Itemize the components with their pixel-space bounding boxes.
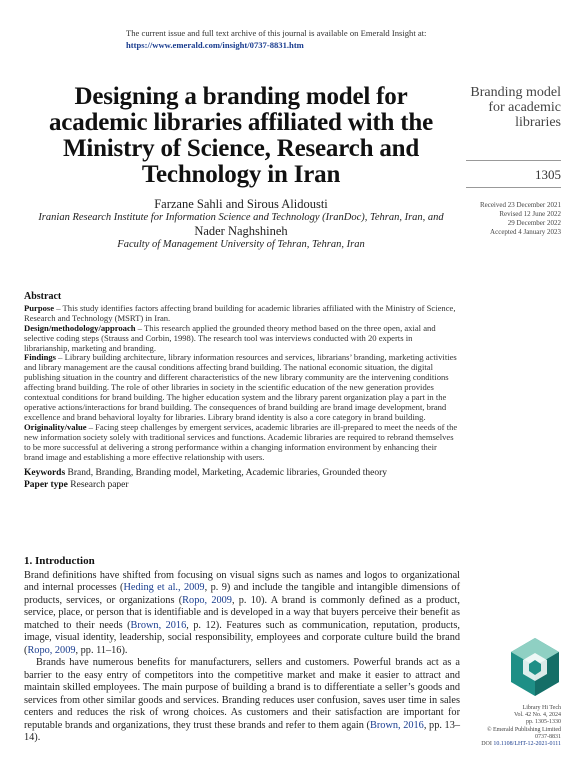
revised-date-2: 29 December 2022 — [507, 219, 561, 227]
imprint-volume: Vol. 42 No. 4, 2024 — [513, 712, 561, 719]
text-run: , p. 12). Features such as communication, reputation, products, image, visual identity, leadership, social responsibility, employees and corporate culture build the brand ( — [24, 619, 460, 656]
originality-label: Originality/value — [24, 421, 87, 432]
notice-text: The current issue and full text archive of this journal is available on Emerald Insight at: — [126, 28, 427, 38]
doi-label: DOI — [481, 741, 492, 748]
divider — [466, 160, 561, 161]
availability-notice — [126, 27, 426, 51]
revised-date: Revised 12 June 2022 — [499, 210, 561, 218]
purpose-text: – This study identifies factors affecting brand building for academic libraries affiliated with the Ministry of Science, Research and Technology (MSRT) in Iran. — [24, 302, 456, 323]
page-number: 1305 — [535, 167, 561, 182]
author-names-2: Nader Naghshineh — [194, 224, 288, 238]
originality-text: – Facing steep challenges by emergent services, academic libraries are ill-prepared to meet the needs of the new information society solely with traditional services and functions. Academic libraries are required to rebrand themselves to be more successful at delivering a strong performance within a changing information environment by enhancing their brand image and establishing a more effective relationship with users. — [24, 421, 458, 462]
abstract-findings — [24, 353, 458, 422]
running-title: Branding model for academic libraries — [470, 85, 561, 130]
introduction-section — [24, 555, 460, 745]
author-names-1: Farzane Sahli and Sirous Alidousti — [154, 197, 328, 211]
design-label: Design/methodology/approach — [24, 322, 136, 333]
citation-link[interactable]: Heding et al., 2009 — [123, 582, 205, 593]
citation-link[interactable]: Ropo, 2009 — [27, 644, 76, 656]
intro-paragraph-1 — [24, 570, 460, 658]
imprint-pages: pp. 1305-1330 — [526, 719, 561, 726]
paper-type-text: Research paper — [67, 480, 129, 491]
abstract-purpose — [24, 304, 458, 324]
keywords — [24, 467, 458, 479]
received-date: Received 23 December 2021 — [479, 201, 561, 209]
citation-link[interactable]: Brown, 2016 — [370, 719, 424, 731]
text-run: , p. 10). A brand is commonly defined as a product, service, place, or person that is identifiable and is developed in a way that buyers perceive their benefit as matched to their needs ( — [24, 594, 460, 631]
abstract-design — [24, 324, 458, 354]
intro-paragraph-2 — [24, 657, 460, 745]
publisher-logo-icon — [509, 636, 561, 700]
abstract-heading: Abstract — [24, 291, 62, 302]
findings-text: – Library building architecture, library information resources and services, librarians’ branding, marketing activities and library management are the causal conditions affecting brand building. The national economic situation, the digital publishing situation in the country and different characteristics of the new library community are the intervening conditions affecting brand building. The role of other libraries in society in the scientific education of the new generation provides contextual conditions for brand building. The higher education system and the library parent organization play a part in the operative actions/interactions for brand building. The consequences of brand building are brand image development, brand excellence and brand behavioral loyalty for libraries. Library brand identity is also a core category in brand building. — [24, 352, 457, 422]
affiliation-2: Faculty of Management University of Tehran, Tehran, Iran — [117, 239, 365, 250]
design-text: – This research applied the grounded theory method based on the three open, axial and selective coding steps (Strauss and Corbin, 1998). The research tool was interviews conducted with 20 experts in librarianship, marketing and branding. — [24, 322, 436, 353]
affiliation-1: Iranian Research Institute for Information Science and Technology (IranDoc), Tehran, Iran, and — [38, 212, 444, 223]
citation-link[interactable]: Ropo, 2009 — [182, 594, 232, 606]
doi-link[interactable]: 10.1108/LHT-12-2021-0111 — [493, 741, 561, 748]
imprint — [470, 705, 561, 748]
section-heading: 1. Introduction — [24, 555, 95, 567]
divider — [466, 187, 561, 188]
journal-url-link[interactable]: https://www.emerald.com/insight/0737-8831.htm — [126, 40, 304, 50]
text-run: Brand definitions have shifted from focusing on visual signs such as names and logos to organizational and internal processes ( — [24, 569, 460, 593]
imprint-doi — [470, 741, 561, 748]
keywords-text: Brand, Branding, Branding model, Marketing, Academic libraries, Grounded theory — [65, 468, 388, 479]
accepted-date: Accepted 4 January 2023 — [490, 228, 561, 236]
imprint-issn: 0737-8831 — [535, 733, 561, 740]
text-run: , pp. 11–16). — [75, 644, 128, 656]
abstract-originality — [24, 423, 458, 463]
citation-link[interactable]: Brown, 2016 — [130, 619, 187, 631]
article-history — [440, 201, 561, 237]
abstract — [24, 292, 458, 491]
findings-label: Findings — [24, 352, 57, 363]
text-run: , p. 9) and include the tangible and intangible dimensions of products, services, or organizations ( — [24, 582, 461, 606]
purpose-label: Purpose — [24, 302, 55, 313]
imprint-journal: Library Hi Tech — [522, 705, 561, 711]
author-block — [24, 197, 458, 251]
article-title: Designing a branding model for academic libraries affiliated with the Ministry of Science, Research and Technology in Iran — [49, 83, 433, 188]
text-run: Brands have numerous benefits for manufacturers, sellers and customers. Powerful brands act as a barrier to the easy entry of competitors into the competitive market and make it easier to attract and maintain skilled employees. The main purpose of building a brand is to differentiate a seller’s goods and services from other similar goods and services. Branding reduces user confusion, saves user time in sales centers and reduces the risk of wrong choices. As customers and their satisfaction are important for reputable brands and organizations, they trust these brands and refer to them again ( — [24, 657, 460, 731]
paper-type — [24, 479, 458, 491]
imprint-copyright: © Emerald Publishing Limited — [486, 726, 561, 733]
text-run: , pp. 13–14). — [24, 719, 461, 743]
paper-type-label: Paper type — [24, 480, 68, 491]
keywords-label: Keywords — [24, 468, 66, 479]
